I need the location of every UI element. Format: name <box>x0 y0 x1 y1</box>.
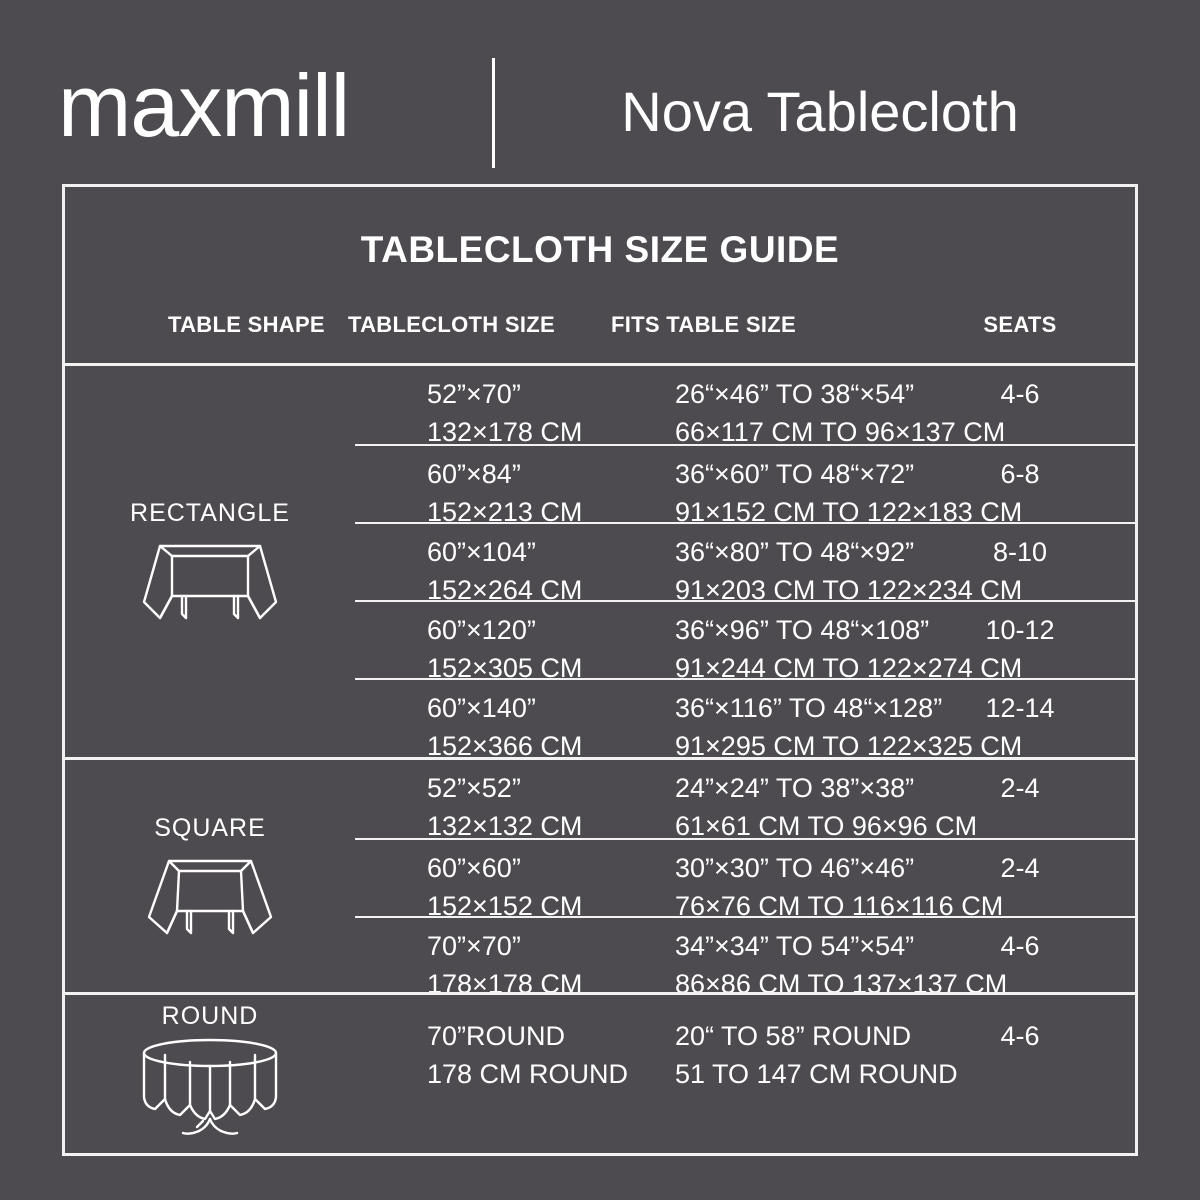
cell-seats: 2-4 <box>1000 853 1040 883</box>
cell-tablecloth-size-in: 52”×70” <box>427 379 521 409</box>
cell-fits-size-in: 36“×96” TO 48“×108” <box>675 615 930 645</box>
shape-cell-square <box>65 760 355 992</box>
section-round <box>65 992 1135 1150</box>
table-row <box>355 916 1135 999</box>
table-row <box>355 522 1135 605</box>
cell-seats: 6-8 <box>1000 459 1040 489</box>
cell-tablecloth-size-in: 60”×60” <box>427 853 521 883</box>
cell-tablecloth-size-in: 60”×120” <box>427 615 536 645</box>
cell-fits-size-cm: 91×295 CM TO 122×325 CM <box>675 731 1023 761</box>
table-row <box>355 366 1135 447</box>
page-title: Nova Tablecloth <box>621 80 1019 143</box>
column-header-seats: SEATS <box>983 312 1057 337</box>
cell-tablecloth-size-cm: 132×178 CM <box>427 417 583 447</box>
cell-tablecloth-size-in: 52”×52” <box>427 773 521 803</box>
cell-seats: 4-6 <box>1000 1021 1040 1051</box>
cell-fits-size-in: 36“×60” TO 48“×72” <box>675 459 915 489</box>
table-row <box>355 995 1135 1089</box>
rows-rectangle <box>355 366 1135 761</box>
cell-tablecloth-size-cm: 178×178 CM <box>427 969 583 999</box>
cell-tablecloth-size-cm: 132×132 CM <box>427 811 583 841</box>
cell-tablecloth-size-cm: 152×264 CM <box>427 575 583 605</box>
cell-fits-size-cm: 86×86 CM TO 137×137 CM <box>675 969 1008 999</box>
cell-tablecloth-size-cm: 152×305 CM <box>427 653 583 683</box>
cell-seats: 10-12 <box>985 615 1055 645</box>
cell-fits-size-in: 24”×24” TO 38”×38” <box>675 773 915 803</box>
column-header-tablecloth-size: TABLECLOTH SIZE <box>348 312 555 337</box>
header-divider-rule <box>492 58 495 168</box>
shape-cell-round <box>65 995 355 1150</box>
cell-tablecloth-size-in: 70”×70” <box>427 931 521 961</box>
size-guide-heading: TABLECLOTH SIZE GUIDE <box>360 229 840 270</box>
cell-tablecloth-size-cm: 152×366 CM <box>427 731 583 761</box>
round-table-icon <box>125 1035 295 1143</box>
cell-tablecloth-size-cm: 152×152 CM <box>427 891 583 921</box>
section-square <box>65 757 1135 999</box>
column-header-fits-table-size: FITS TABLE SIZE <box>611 312 796 337</box>
cell-fits-size-in: 20“ TO 58” ROUND <box>675 1021 912 1051</box>
table-row <box>355 838 1135 921</box>
column-header-table-shape: TABLE SHAPE <box>168 312 325 337</box>
cell-fits-size-in: 34”×34” TO 54”×54” <box>675 931 915 961</box>
cell-fits-size-cm: 91×244 CM TO 122×274 CM <box>675 653 1023 683</box>
shape-cell-rectangle <box>65 366 355 757</box>
cell-fits-size-cm: 51 TO 147 CM ROUND <box>675 1059 958 1089</box>
cell-fits-size-cm: 91×203 CM TO 122×234 CM <box>675 575 1023 605</box>
cell-tablecloth-size-in: 60”×84” <box>427 459 521 489</box>
table-row <box>355 444 1135 527</box>
cell-fits-size-cm: 91×152 CM TO 122×183 CM <box>675 497 1023 527</box>
size-guide-table <box>62 184 1138 1156</box>
size-guide-body <box>65 366 1135 1153</box>
cell-fits-size-in: 36“×116” TO 48“×128” <box>675 693 943 723</box>
rows-square <box>355 760 1135 999</box>
shape-label-square: SQUARE <box>154 813 266 842</box>
cell-seats: 2-4 <box>1000 773 1040 803</box>
cell-seats: 12-14 <box>985 693 1055 723</box>
cell-fits-size-cm: 66×117 CM TO 96×137 CM <box>675 417 1006 447</box>
shape-label-rectangle: RECTANGLE <box>130 499 290 527</box>
cell-seats: 4-6 <box>1000 931 1040 961</box>
cell-fits-size-in: 30”×30” TO 46”×46” <box>675 853 915 883</box>
cell-fits-size-in: 26“×46” TO 38“×54” <box>675 379 915 409</box>
rows-round <box>355 995 1135 1150</box>
cell-tablecloth-size-in: 60”×104” <box>427 537 536 567</box>
cell-tablecloth-size-in: 60”×140” <box>427 693 536 723</box>
table-row <box>355 600 1135 683</box>
cell-tablecloth-size-cm: 152×213 CM <box>427 497 583 527</box>
shape-label-round: ROUND <box>161 1002 259 1030</box>
brand-logo: maxmill <box>58 56 350 155</box>
cell-fits-size-cm: 61×61 CM TO 96×96 CM <box>675 811 978 841</box>
page-header <box>0 0 1200 184</box>
square-table-icon <box>135 847 285 939</box>
table-row <box>355 678 1135 761</box>
cell-seats: 8-10 <box>992 537 1048 567</box>
section-rectangle <box>65 366 1135 761</box>
cell-seats: 4-6 <box>1000 379 1040 409</box>
cell-fits-size-in: 36“×80” TO 48“×92” <box>675 537 915 567</box>
cell-tablecloth-size-cm: 178 CM ROUND <box>427 1059 629 1089</box>
cell-fits-size-cm: 76×76 CM TO 116×116 CM <box>675 891 1004 921</box>
rectangle-table-icon <box>130 532 290 624</box>
column-header-row <box>65 312 1135 362</box>
table-row <box>355 760 1135 841</box>
cell-tablecloth-size-in: 70”ROUND <box>427 1021 566 1051</box>
